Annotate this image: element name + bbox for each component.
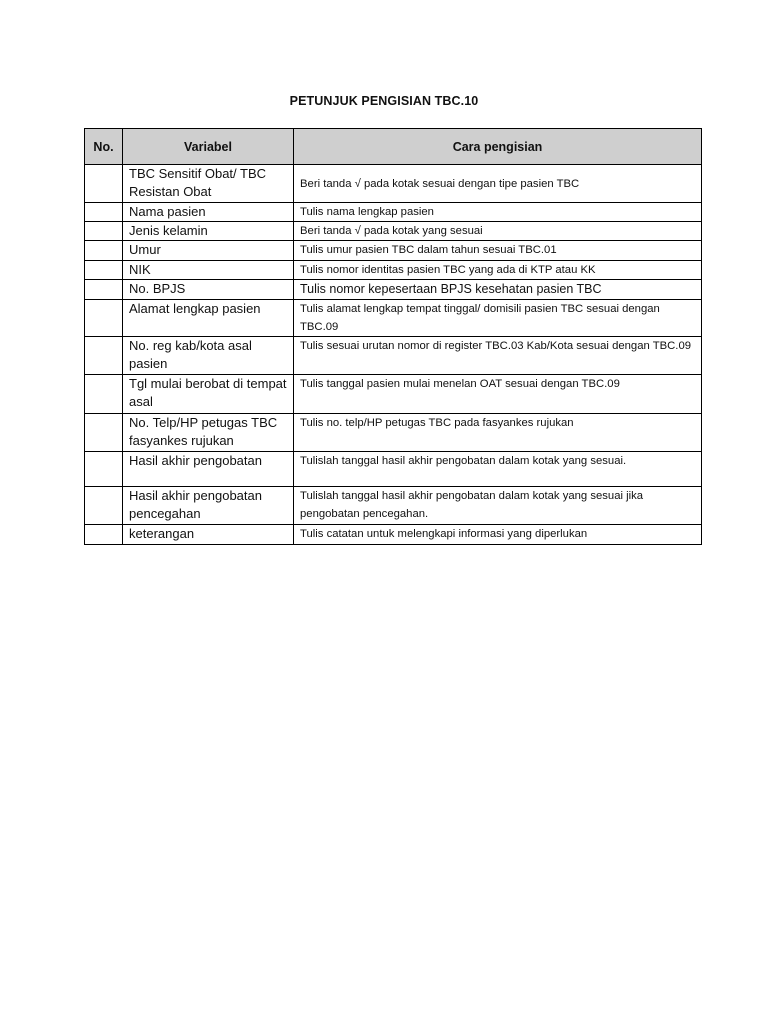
- row-number: [85, 414, 123, 452]
- row-number: [85, 165, 123, 203]
- table-row: [85, 261, 702, 280]
- fill-instruction: Tulis catatan untuk melengkapi informasi yang diperlukan: [294, 525, 702, 545]
- variable-name: NIK: [123, 261, 294, 280]
- table-row: [85, 525, 702, 545]
- row-number: [85, 487, 123, 525]
- table-row: [85, 375, 702, 414]
- variable-name: No. BPJS: [123, 280, 294, 300]
- table-row: [85, 203, 702, 222]
- variable-name: keterangan: [123, 525, 294, 545]
- header-no: No.: [85, 129, 123, 165]
- fill-instruction: Tulislah tanggal hasil akhir pengobatan dalam kotak yang sesuai.: [294, 452, 702, 487]
- row-number: [85, 525, 123, 545]
- variable-name: TBC Sensitif Obat/ TBC Resistan Obat: [123, 165, 294, 203]
- row-number: [85, 222, 123, 241]
- table-row: [85, 300, 702, 337]
- header-row: [85, 129, 702, 165]
- fill-instruction: Beri tanda √ pada kotak yang sesuai: [294, 222, 702, 241]
- table-header: [85, 129, 702, 165]
- fill-instruction: Tulis nomor kepesertaan BPJS kesehatan pasien TBC: [294, 280, 702, 300]
- fill-instruction: Tulis no. telp/HP petugas TBC pada fasyankes rujukan: [294, 414, 702, 452]
- variable-name: Hasil akhir pengobatan pencegahan: [123, 487, 294, 525]
- table-body: [85, 165, 702, 545]
- row-number: [85, 241, 123, 261]
- fill-instruction: Tulis nama lengkap pasien: [294, 203, 702, 222]
- page-title: PETUNJUK PENGISIAN TBC.10: [289, 94, 479, 108]
- variable-name: No. reg kab/kota asal pasien: [123, 337, 294, 375]
- variable-name: Tgl mulai berobat di tempat asal: [123, 375, 294, 414]
- table-row: [85, 222, 702, 241]
- fill-instruction: Tulislah tanggal hasil akhir pengobatan dalam kotak yang sesuai jika pengobatan pencegahan.: [294, 487, 702, 525]
- table-row: [85, 414, 702, 452]
- table-row: [85, 280, 702, 300]
- variable-name: Nama pasien: [123, 203, 294, 222]
- table-row: [85, 165, 702, 203]
- table-row: [85, 452, 702, 487]
- table-row: [85, 241, 702, 261]
- header-cara-pengisian: Cara pengisian: [294, 129, 702, 165]
- row-number: [85, 203, 123, 222]
- table-row: [85, 337, 702, 375]
- fill-instruction: Tulis umur pasien TBC dalam tahun sesuai TBC.01: [294, 241, 702, 261]
- fill-instruction: Tulis tanggal pasien mulai menelan OAT sesuai dengan TBC.09: [294, 375, 702, 414]
- fill-instruction: Beri tanda √ pada kotak sesuai dengan tipe pasien TBC: [294, 165, 702, 203]
- fill-instruction: Tulis sesuai urutan nomor di register TBC.03 Kab/Kota sesuai dengan TBC.09: [294, 337, 702, 375]
- row-number: [85, 300, 123, 337]
- variable-name: Alamat lengkap pasien: [123, 300, 294, 337]
- row-number: [85, 280, 123, 300]
- row-number: [85, 261, 123, 280]
- variable-name: Hasil akhir pengobatan: [123, 452, 294, 487]
- instruction-table: [84, 128, 702, 545]
- table-row: [85, 487, 702, 525]
- variable-name: Jenis kelamin: [123, 222, 294, 241]
- row-number: [85, 452, 123, 487]
- row-number: [85, 375, 123, 414]
- header-variabel: Variabel: [123, 129, 294, 165]
- row-number: [85, 337, 123, 375]
- variable-name: Umur: [123, 241, 294, 261]
- fill-instruction: Tulis nomor identitas pasien TBC yang ada di KTP atau KK: [294, 261, 702, 280]
- fill-instruction: Tulis alamat lengkap tempat tinggal/ domisili pasien TBC sesuai dengan TBC.09: [294, 300, 702, 337]
- variable-name: No. Telp/HP petugas TBC fasyankes rujukan: [123, 414, 294, 452]
